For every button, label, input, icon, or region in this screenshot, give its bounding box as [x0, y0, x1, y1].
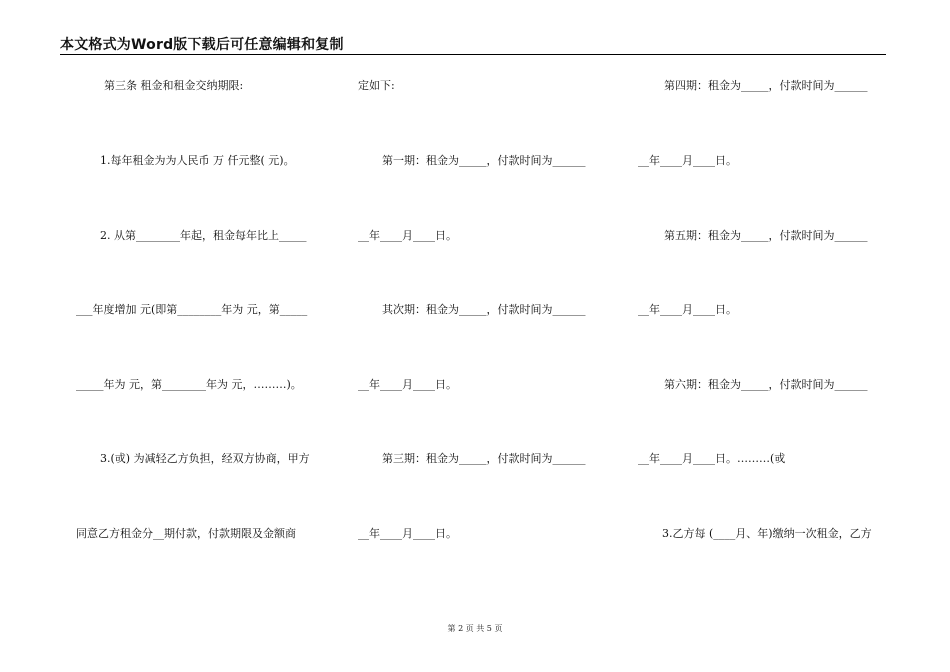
text-line: _____年为 元，第________年为 元，………)。: [76, 378, 302, 391]
text-line: ___年度增加 元(即第________年为 元，第_____: [76, 303, 308, 316]
page-number: 第 2 页 共 5 页: [447, 624, 503, 633]
text-line: 3.(戓) 为减轻乙方负担，经双方协商，甲方: [100, 452, 310, 465]
text-line: 第一期：租金为_____，付款时间为______: [382, 154, 586, 167]
text-line: __年____月____日。………(戓: [638, 452, 786, 465]
text-line: 第四期：租金为_____，付款时间为______: [664, 79, 868, 92]
text-line: 2. 从第________年起，租金每年比上_____: [100, 229, 307, 242]
text-line: __年____月____日。: [638, 154, 737, 167]
text-line: 第五期：租金为_____，付款时间为______: [664, 229, 868, 242]
text-line: 1.每年租金为为人民币 万 仟元整( 元)。: [100, 154, 295, 167]
text-line: 其次期：租金为_____，付款时间为______: [382, 303, 586, 316]
header-title: 本文格式为Word版下载后可任意编辑和复制: [60, 37, 344, 53]
text-line: __年____月____日。: [358, 378, 457, 391]
text-line: 第三期：租金为_____，付款时间为______: [382, 452, 586, 465]
text-line: __年____月____日。: [358, 527, 457, 540]
page-header: [60, 32, 886, 55]
text-line: 3.乙方每 (____月、年)缴纳一次租金，乙方: [662, 527, 872, 540]
text-line: 定如下:: [358, 79, 395, 92]
text-line: __年____月____日。: [358, 229, 457, 242]
text-line: 第三条 租金和租金交纳期限:: [104, 79, 244, 92]
text-line: 同意乙方租金分__期付款，付款期限及金额商: [76, 527, 296, 540]
text-line: __年____月____日。: [638, 303, 737, 316]
text-line: 第六期：租金为_____，付款时间为______: [664, 378, 868, 391]
